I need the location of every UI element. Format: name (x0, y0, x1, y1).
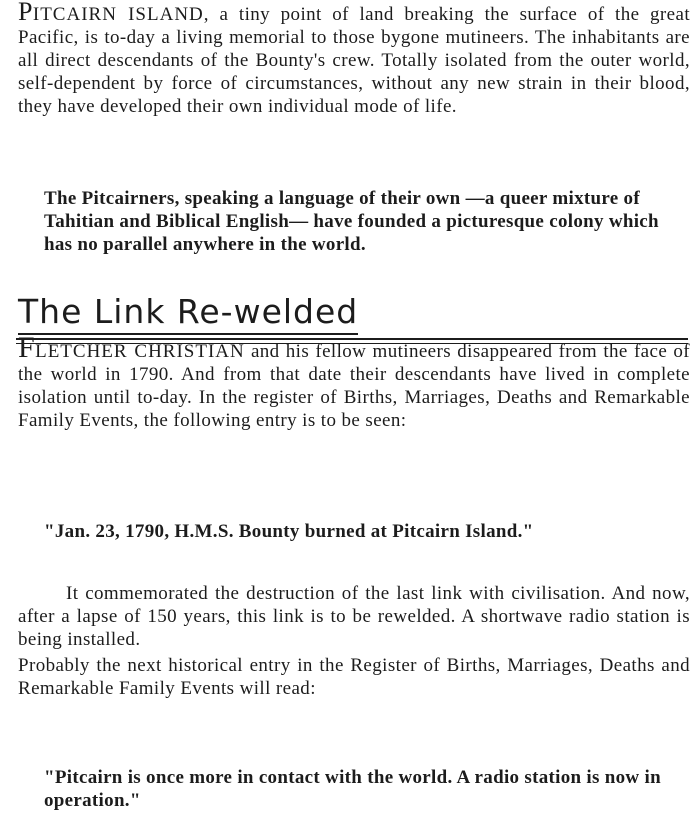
drop-cap-f: F (18, 331, 36, 364)
pull-quote: The Pitcairners, speaking a language of their own —a queer mixture of Tahitian and Biblical English— have founded a picturesque colony which has no parallel anywhere in the world. (44, 188, 659, 255)
person-name: LETCHER CHRISTIAN (35, 341, 245, 362)
intro-text: , a tiny point of land breaking the surface of the great Pacific, is to-day a living memorial to those bygone mutineers. The inhabitants are all direct descendants of the Bounty's crew. Totally isolated from the outer world, self-dependent by force of circumstances, without any new strain in their blood, they have developed their own individual mode of life. (18, 4, 690, 117)
commemoration-paragraph: It commemorated the destruction of the last link with civilisation. And now, after a lapse of 150 years, this link is to be rewelded. A shortwave radio station is being installed. (18, 583, 690, 650)
register-entry-quote: "Jan. 23, 1790, H.M.S. Bounty burned at Pitcairn Island." (44, 521, 534, 542)
drop-cap-p: P (18, 0, 33, 26)
intro-paragraph (18, 2, 690, 118)
history-paragraph (18, 331, 691, 432)
history-text: and his fellow mutineers disappeared from the face of the world in 1790. And from that date their descendants have lived in complete isolation until to-day. In the register of Births, Marriages, Deaths and Remarkable Family Events, the following entry is to be seen: (18, 341, 691, 431)
section-heading: The Link Re-welded (18, 292, 358, 335)
next-entry-paragraph: Probably the next historical entry in the Register of Births, Marriages, Deaths and Remarkable Family Events will read: (18, 655, 690, 699)
place-name: ITCAIRN ISLAND (32, 4, 204, 25)
radio-quote: "Pitcairn is once more in contact with the world. A radio station is now in operation." (44, 767, 661, 811)
